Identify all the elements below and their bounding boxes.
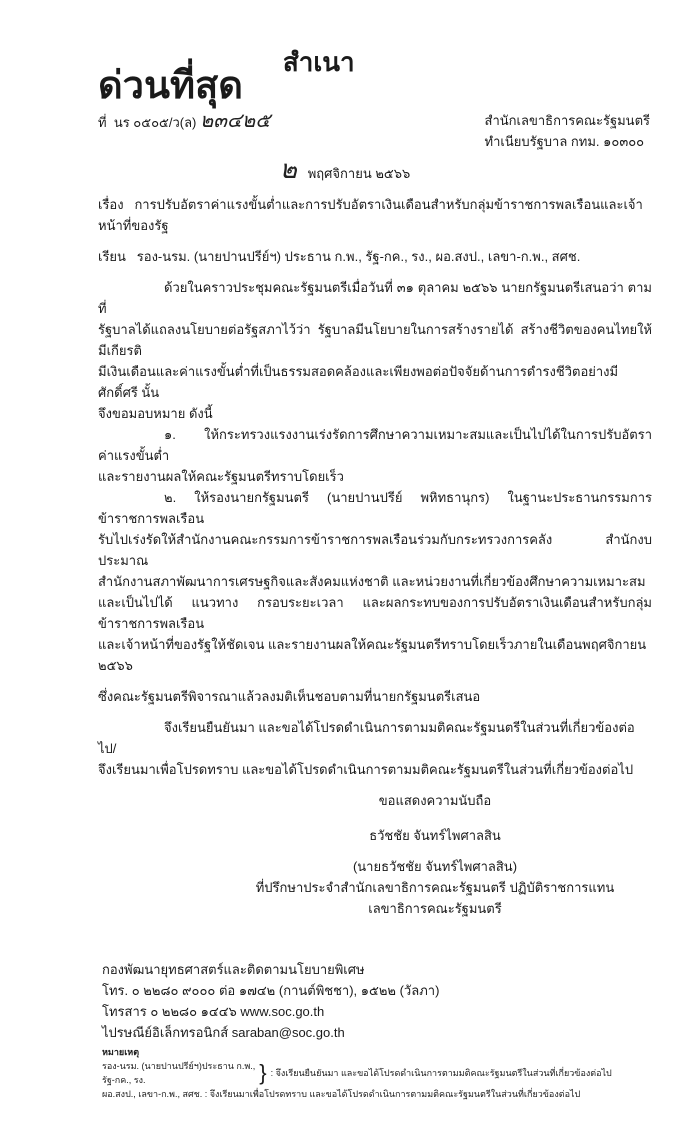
ref-handwritten: ๒๓๔๒๕ [200, 108, 271, 132]
document-date [98, 155, 652, 185]
remark-text-1: : จึงเรียนยืนยันมา และขอได้โปรดดำเนินการตามมติคณะรัฐมนตรีในส่วนที่เกี่ยวข้องต่อไป [270, 1068, 612, 1078]
body-line: ๒. ให้รองนายกรัฐมนตรี (นายปานปรีย์ พหิทธานุกร) ในฐานะประธานกรรมการข้าราชการพลเรือน [98, 490, 652, 526]
subject-label: เรื่อง [98, 197, 124, 212]
office-address: ทำเนียบรัฐบาล กทม. ๑๐๓๐๐ [484, 134, 645, 149]
reference-number [98, 110, 282, 133]
remark-group-1 [102, 1059, 652, 1087]
recipient-text: รอง-นรม. (นายปานปรีย์ฯ) ประธาน ก.พ., รัฐ-กค., รง., ผอ.สงป., เลขา-ก.พ., สศช. [136, 249, 581, 264]
email: ไปรษณีย์อิเล็กทรอนิกส์ saraban@soc.go.th [102, 1025, 345, 1040]
remark-group-1b: รัฐ-กค., รง. [102, 1075, 146, 1085]
recipient-label: เรียน [98, 249, 126, 264]
body-line: สำนักงานสภาพัฒนาการเศรษฐกิจและสังคมแห่งชาติ และหน่วยงานที่เกี่ยวข้องศึกษาความเหมาะสม [98, 574, 646, 589]
salutation: ขอแสดงความนับถือ [378, 793, 492, 808]
brace-symbol: } [259, 1060, 267, 1085]
body-line: รัฐบาลได้แถลงนโยบายต่อรัฐสภาไว้ว่า รัฐบาลมีนโยบายในการสร้างรายได้ สร้างชีวิตของคนไทยให้มีเกียรติ [98, 322, 652, 358]
body-line: มีเงินเดือนและค่าแรงขั้นต่ำที่เป็นธรรมสอดคล้องและเพียงพอต่อปัจจัยด้านการดำรงชีวิตอย่างมีศักดิ์ศรี นั้น [98, 364, 619, 400]
signed-name: ธวัชชัย จันทร์ไพศาลสิน [369, 828, 501, 843]
body-line: ๑. ให้กระทรวงแรงงานเร่งรัดการศึกษาความเหมาะสมและเป็นไปได้ในการปรับอัตราค่าแรงขั้นต่ำ [98, 427, 652, 463]
copy-mark: สำเนา [282, 47, 355, 77]
recipient-line [98, 246, 652, 267]
body-line: และรายงานผลให้คณะรัฐมนตรีทราบโดยเร็ว [98, 469, 344, 484]
body-line: ด้วยในคราวประชุมคณะรัฐมนตรีเมื่อวันที่ ๓๑ ตุลาคม ๒๕๖๖ นายกรัฐมนตรีเสนอว่า ตามที่ [98, 280, 652, 316]
date-day: ๒ [279, 155, 297, 185]
body-line: และเจ้าหน้าที่ของรัฐให้ชัดเจน และรายงานผลให้คณะรัฐมนตรีทราบโดยเร็วภายในเดือนพฤศจิกายน ๒๕๖๖ [98, 637, 647, 673]
signatory-position: ที่ปรึกษาประจำสำนักเลขาธิการคณะรัฐมนตรี ปฏิบัติราชการแทน [255, 880, 615, 895]
remarks-label: หมายเหตุ [102, 1047, 140, 1057]
signatory-position-2: เลขาธิการคณะรัฐมนตรี [368, 901, 502, 916]
subject-text: การปรับอัตราค่าแรงขั้นต่ำและการปรับอัตราเงินเดือนสำหรับกลุ่มข้าราชการพลเรือนและเจ้าหน้าที่ของรัฐ [98, 197, 643, 233]
subject-line [98, 194, 652, 236]
body-line: และเป็นไปได้ แนวทาง กรอบระยะเวลา และผลกระทบของการปรับอัตราเงินเดือนสำหรับกลุ่มข้าราชการพลเรือน [98, 595, 652, 631]
closing-line-1: จึงเรียนยืนยันมา และขอได้โปรดดำเนินการตามมติคณะรัฐมนตรีในส่วนที่เกี่ยวข้องต่อไป/ [98, 720, 635, 756]
urgency-heading: ด่วนที่สุด [98, 62, 243, 107]
ref-prefix: นร ๐๕๐๕/ว(ล) [113, 115, 197, 130]
reference-row [98, 110, 652, 152]
body-line: รับไปเร่งรัดให้สำนักงานคณะกรรมการข้าราชการพลเรือนร่วมกับกระทรวงการคลัง สำนักงบประมาณ [98, 532, 652, 568]
remark-2: ผอ.สงป., เลขา-ก.พ., สศช. : จึงเรียนมาเพื่อโปรดทราบ และขอได้โปรดดำเนินการตามมติคณะรัฐมนตรีในส่วนที่เกี่ยวข้องต่อไป [102, 1089, 581, 1099]
remark-recipients [102, 1059, 255, 1087]
signature-block [98, 790, 652, 919]
body-text [98, 277, 652, 780]
signatory-full-name: (นายธวัชชัย จันทร์ไพศาลสิน) [352, 859, 518, 874]
phone: โทร. ๐ ๒๒๘๐ ๙๐๐๐ ต่อ ๑๗๔๒ (กานต์พิชชา), ๑๕๒๒ (วัลภา) [102, 983, 440, 998]
fax-website: โทรสาร ๐ ๒๒๘๐ ๑๔๔๖ www.soc.go.th [102, 1004, 325, 1019]
ref-label: ที่ [98, 115, 107, 130]
remark-group-1a: รอง-นรม. (นายปานปรีย์ฯ)ประธาน ก.พ., [102, 1061, 256, 1071]
office-block [485, 110, 650, 152]
date-month-year: พฤศจิกายน ๒๕๖๖ [307, 166, 411, 181]
document-header [98, 46, 652, 108]
body-line: จึงขอมอบหมาย ดังนี้ [98, 406, 213, 421]
footer-contact [98, 959, 652, 1101]
resolution-line: ซึ่งคณะรัฐมนตรีพิจารณาแล้วลงมติเห็นชอบตามที่นายกรัฐมนตรีเสนอ [98, 689, 481, 704]
closing-line-2: จึงเรียนมาเพื่อโปรดทราบ และขอได้โปรดดำเนินการตามมติคณะรัฐมนตรีในส่วนที่เกี่ยวข้องต่อไป [98, 762, 634, 777]
division-name: กองพัฒนายุทธศาสตร์และติดตามนโยบายพิเศษ [102, 962, 365, 977]
office-name: สำนักเลขาธิการคณะรัฐมนตรี [484, 113, 650, 128]
